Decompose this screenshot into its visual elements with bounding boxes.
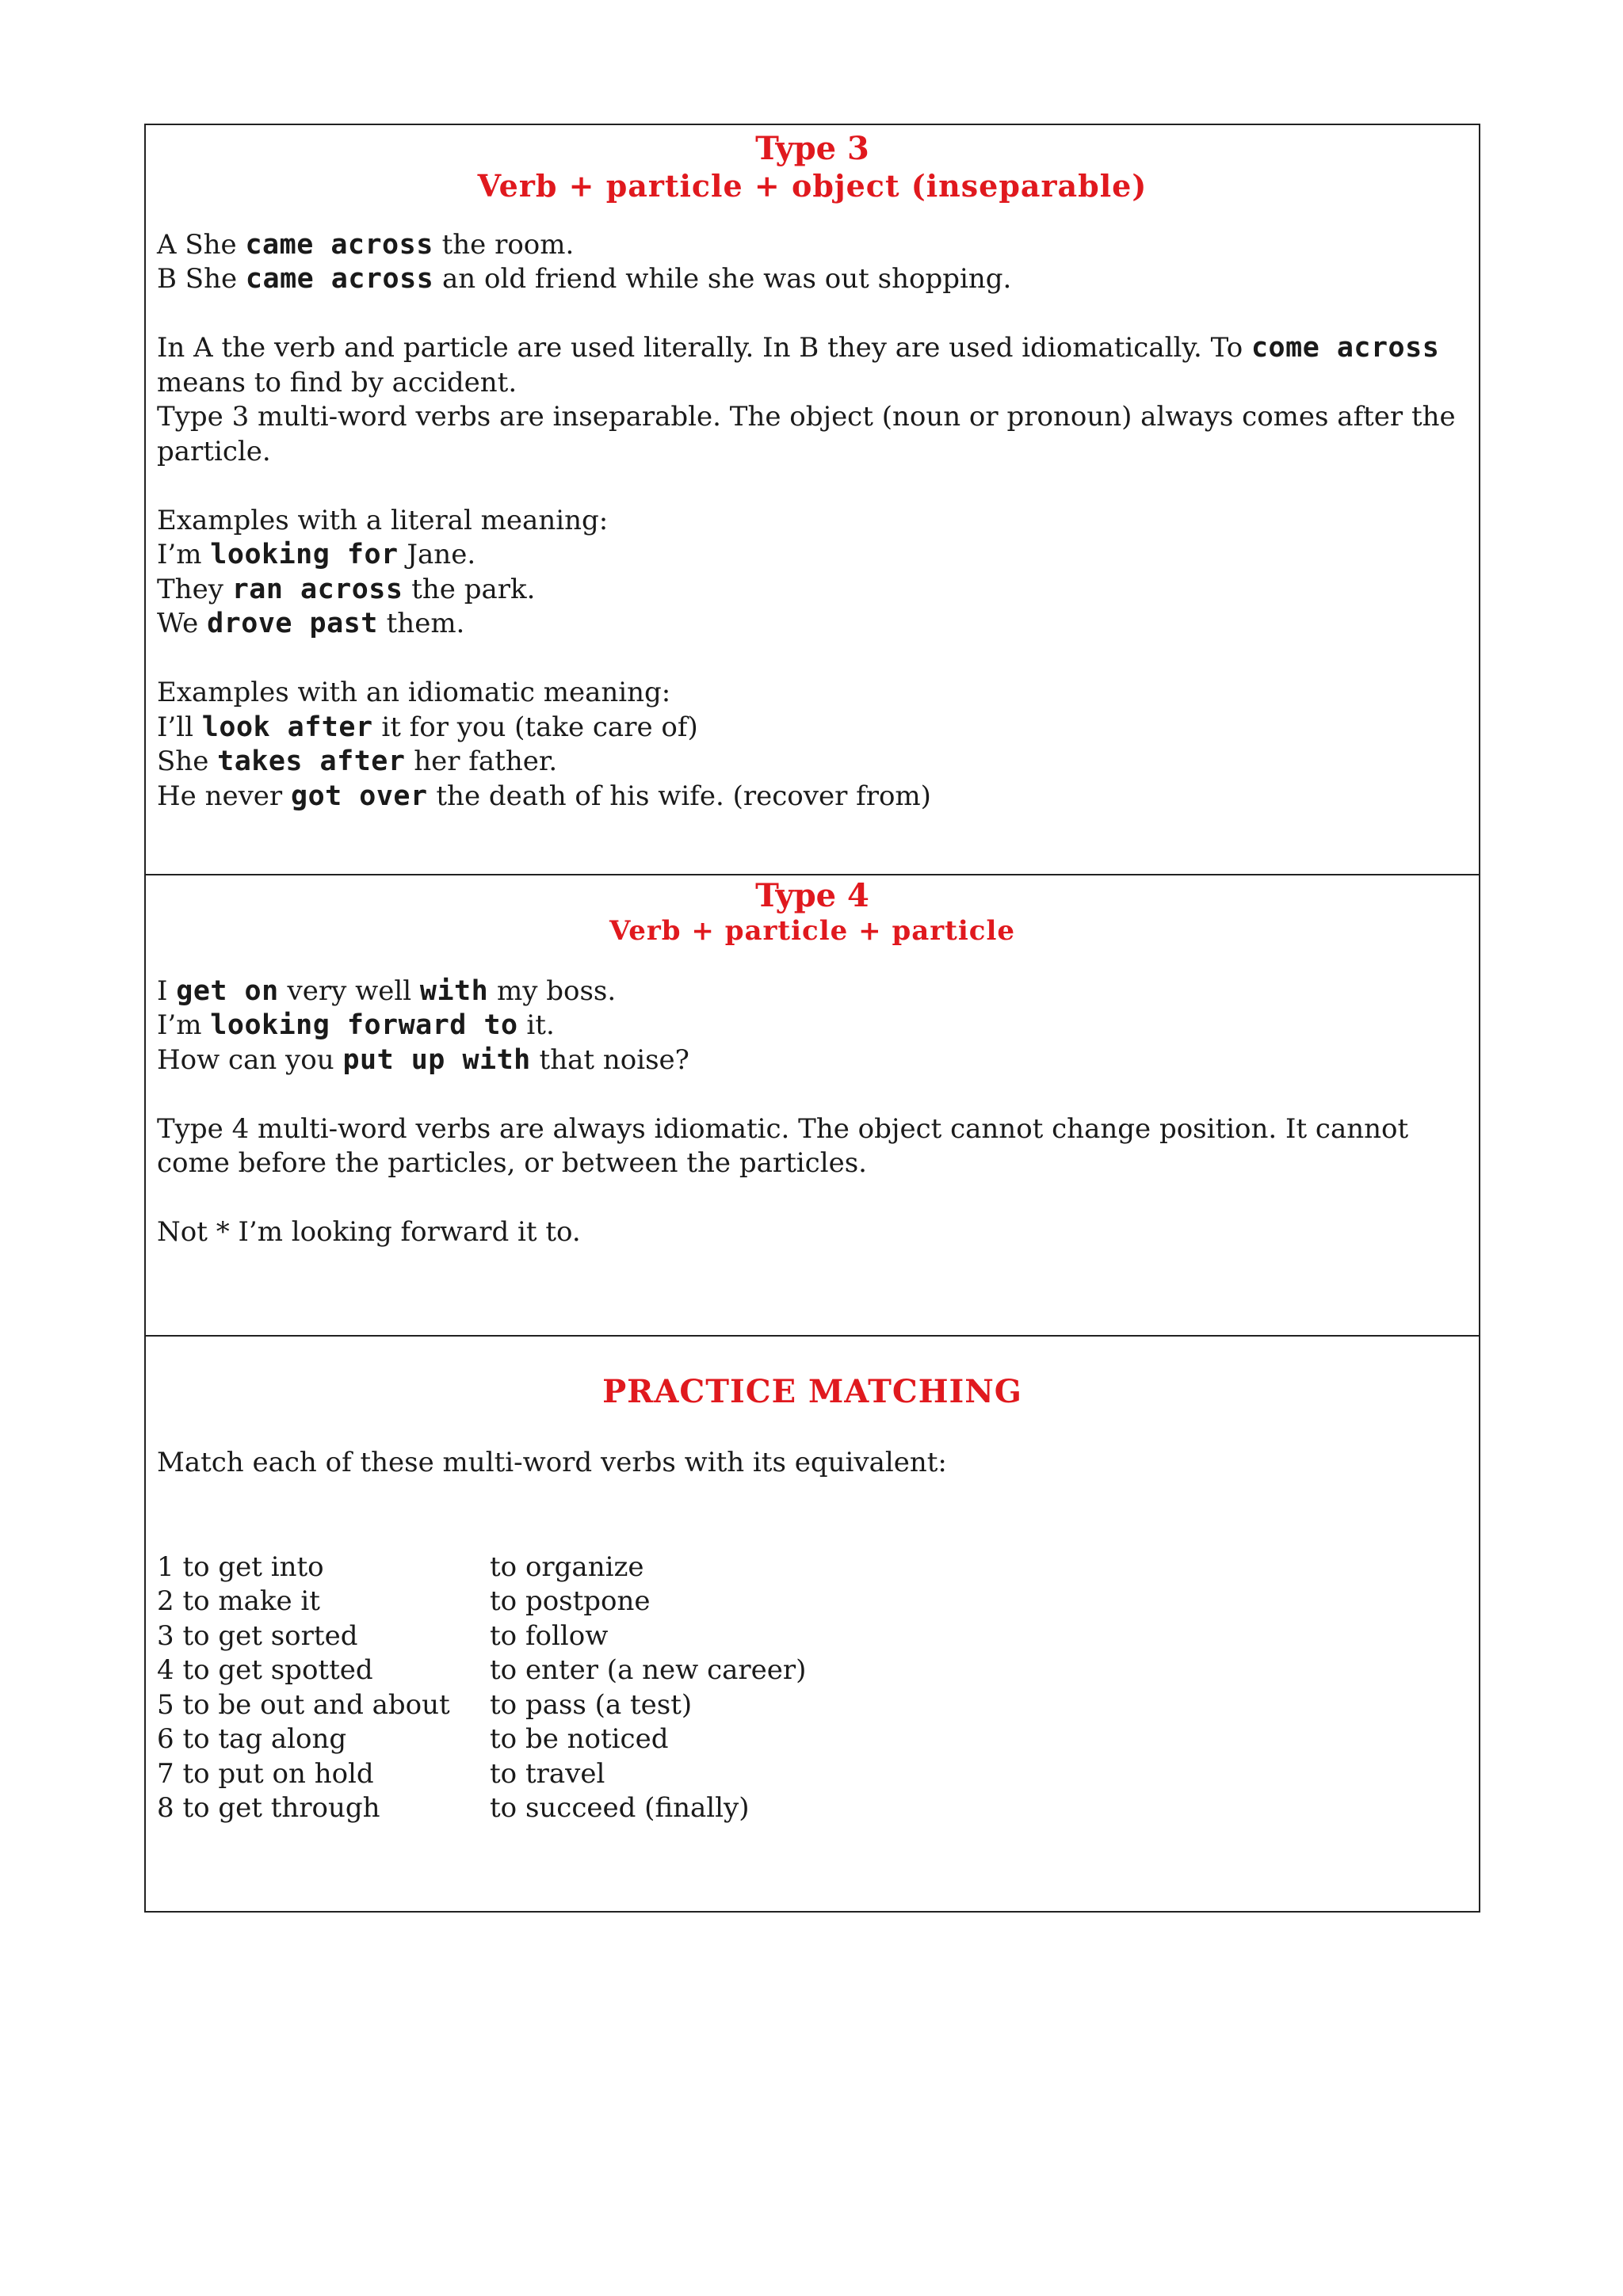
matching-equivalent: to travel: [490, 1757, 605, 1790]
matching-verb: 6 to tag along: [157, 1723, 347, 1755]
matching-item: [157, 1757, 1468, 1792]
matching-item: [157, 1550, 1468, 1585]
type4-example: How can you put up with that noise?: [157, 1043, 689, 1076]
type3-rule: Type 3 multi-word verbs are inseparable. The object (noun or pronoun) always comes after the particle.: [157, 401, 1456, 467]
literal-example: They ran across the park.: [157, 573, 536, 605]
matching-item: [157, 1585, 1468, 1619]
matching-verb: 8 to get through: [157, 1792, 380, 1824]
matching-equivalent: to follow: [490, 1619, 609, 1652]
type4-section: [146, 875, 1479, 1337]
idiomatic-intro: Examples with an idiomatic meaning:: [157, 677, 671, 709]
type4-heading: Type 4: [755, 877, 869, 914]
matching-item: [157, 1653, 1468, 1688]
matching-verb: 1 to get into: [157, 1550, 324, 1583]
matching-verb: 3 to get sorted: [157, 1619, 358, 1652]
worksheet: [144, 124, 1480, 1913]
matching-item: [157, 1619, 1468, 1654]
matching-verb: 2 to make it: [157, 1585, 320, 1617]
matching-item: [157, 1791, 1468, 1826]
literal-example: We drove past them.: [157, 608, 465, 640]
type4-subheading: Verb + particle + particle: [609, 915, 1016, 947]
matching-equivalent: to postpone: [490, 1585, 651, 1617]
type3-section: [146, 125, 1479, 875]
matching-item: [157, 1722, 1468, 1757]
idiomatic-example: She takes after her father.: [157, 746, 558, 778]
matching-item: [157, 1688, 1468, 1723]
matching-equivalent: to enter (a new career): [490, 1654, 807, 1686]
type3-example-a: A She came across the room.: [157, 228, 575, 261]
literal-example: I’m looking for Jane.: [157, 539, 476, 571]
idiomatic-example: I’ll look after it for you (take care of): [157, 711, 698, 743]
practice-instruction: Match each of these multi-word verbs with its equivalent:: [157, 1447, 947, 1478]
type3-heading: Type 3: [755, 130, 869, 167]
type4-rule: Type 4 multi-word verbs are always idiomatic. The object cannot change position. It cannot come before the particles, or between the particles.: [157, 1112, 1409, 1180]
type3-explanation: In A the verb and particle are used literally. In B they are used idiomatically. To come across means to find by accident.: [157, 332, 1440, 399]
matching-verb: 7 to put on hold: [157, 1757, 374, 1790]
type4-example: I’m looking forward to it.: [157, 1009, 555, 1042]
type3-subheading: Verb + particle + object (inseparable): [477, 168, 1148, 204]
literal-intro: Examples with a literal meaning:: [157, 504, 609, 536]
practice-heading: PRACTICE MATCHING: [602, 1373, 1022, 1410]
type4-note: Not * I’m looking forward it to.: [157, 1216, 581, 1249]
type4-example: I get on very well with my boss.: [157, 974, 617, 1007]
type3-example-b: B She came across an old friend while she was out shopping.: [157, 263, 1012, 296]
matching-verb: 5 to be out and about: [157, 1688, 450, 1721]
matching-equivalent: to organize: [490, 1550, 644, 1583]
matching-equivalent: to pass (a test): [490, 1688, 693, 1721]
idiomatic-example: He never got over the death of his wife. (recover from): [157, 780, 931, 812]
matching-equivalent: to be noticed: [490, 1723, 669, 1755]
practice-section: [146, 1337, 1479, 1911]
matching-verb: 4 to get spotted: [157, 1654, 373, 1686]
matching-list: [157, 1550, 1468, 1826]
matching-equivalent: to succeed (finally): [490, 1792, 750, 1824]
